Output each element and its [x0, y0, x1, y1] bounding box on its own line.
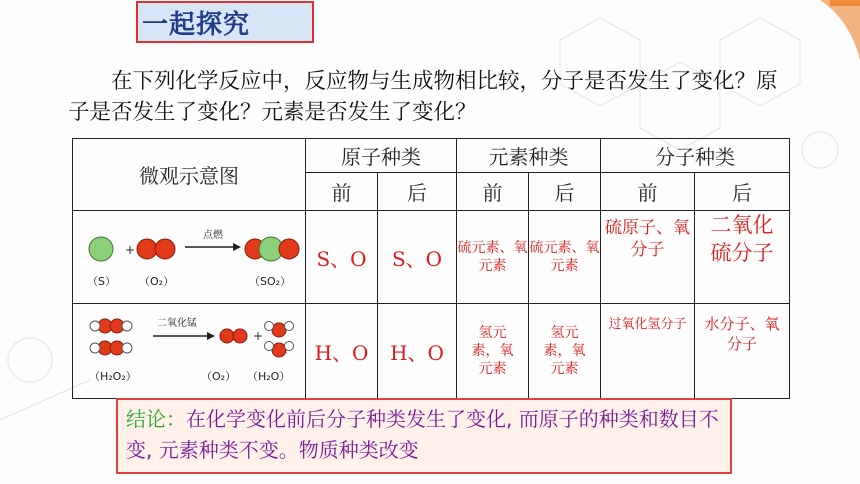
- sulfur-combustion-diagram: [73, 211, 305, 299]
- molecule-after-value: 二氧化硫分子: [710, 213, 774, 265]
- comparison-table: [72, 138, 790, 399]
- element-after-value: 硫元素、氧元素: [529, 240, 600, 274]
- diagram-label: （SO₂）: [249, 275, 292, 288]
- h2o-molecule-icon: [265, 342, 294, 358]
- oxygen-atom-icon: [137, 239, 157, 259]
- diagram-label: （H₂O₂）: [89, 370, 137, 383]
- element-before-value: 氢元素，氧元素: [471, 325, 514, 377]
- subheader-after: 后: [529, 173, 601, 211]
- reaction-condition: 二氧化锰: [157, 318, 197, 329]
- header-diagram: 微观示意图: [73, 139, 306, 211]
- arrow-head-icon: [233, 243, 241, 251]
- conclusion-text: 在化学变化前后分子种类发生了变化, 而原子的种类和数目不变, 元素种类不变。物质种类改变: [126, 407, 719, 462]
- atom-before-value: S、O: [316, 246, 367, 271]
- molecule-after-value: 水分子、氧分子: [704, 315, 780, 353]
- subheader-after: 后: [378, 173, 457, 211]
- subheader-after: 后: [695, 173, 790, 211]
- oxygen-atom-icon: [279, 239, 299, 259]
- page-title: 一起探究: [142, 9, 251, 40]
- o2-molecule-icon: [220, 329, 247, 343]
- oxygen-atom-icon: [155, 239, 175, 259]
- conclusion-label: 结论：: [126, 407, 186, 431]
- peroxide-decomposition-diagram: [73, 304, 305, 394]
- subheader-before: 前: [457, 173, 529, 211]
- atom-after-value: H、O: [390, 340, 444, 365]
- diagram-label: （S）: [87, 275, 116, 288]
- diagram-label: （H₂O）: [247, 370, 291, 383]
- plus-sign: +: [253, 329, 264, 343]
- atom-before-value: H、O: [314, 340, 369, 365]
- header-molecule-type: 分子种类: [601, 139, 790, 173]
- question-text: 在下列化学反应中，反应物与生成物相比较，分子是否发生了变化？原子是否发生了变化？元素是否发生了变化？: [68, 69, 778, 125]
- reaction-diagram-sulfur: [73, 211, 306, 304]
- subheader-before: 前: [306, 173, 378, 211]
- element-before-value: 硫元素、氧元素: [457, 240, 528, 274]
- header-atom-type: 原子种类: [306, 139, 457, 173]
- reaction-diagram-peroxide: [73, 304, 306, 399]
- table-row: [73, 304, 790, 399]
- element-after-value: 氢元素，氧元素: [543, 325, 586, 377]
- h2o-molecule-icon: [265, 322, 294, 338]
- molecule-before-value: 过氧化氢分子: [608, 317, 687, 332]
- h2o2-molecule-icon: [90, 319, 132, 333]
- sulfur-atom-icon: [89, 237, 113, 261]
- arrow-head-icon: [207, 332, 215, 340]
- title-box: [136, 1, 314, 43]
- conclusion-box: [116, 398, 732, 474]
- header-element-type: 元素种类: [457, 139, 601, 173]
- atom-after-value: S、O: [391, 246, 443, 271]
- table-row: [73, 211, 790, 304]
- reaction-condition: 点燃: [203, 230, 223, 241]
- h2o2-molecule-icon: [90, 341, 132, 355]
- molecule-before-value: 硫原子、氧分子: [605, 218, 690, 260]
- diagram-label: （O₂）: [201, 370, 237, 383]
- diagram-label: （O₂）: [139, 275, 175, 288]
- plus-sign: +: [125, 243, 136, 257]
- subheader-before: 前: [601, 173, 695, 211]
